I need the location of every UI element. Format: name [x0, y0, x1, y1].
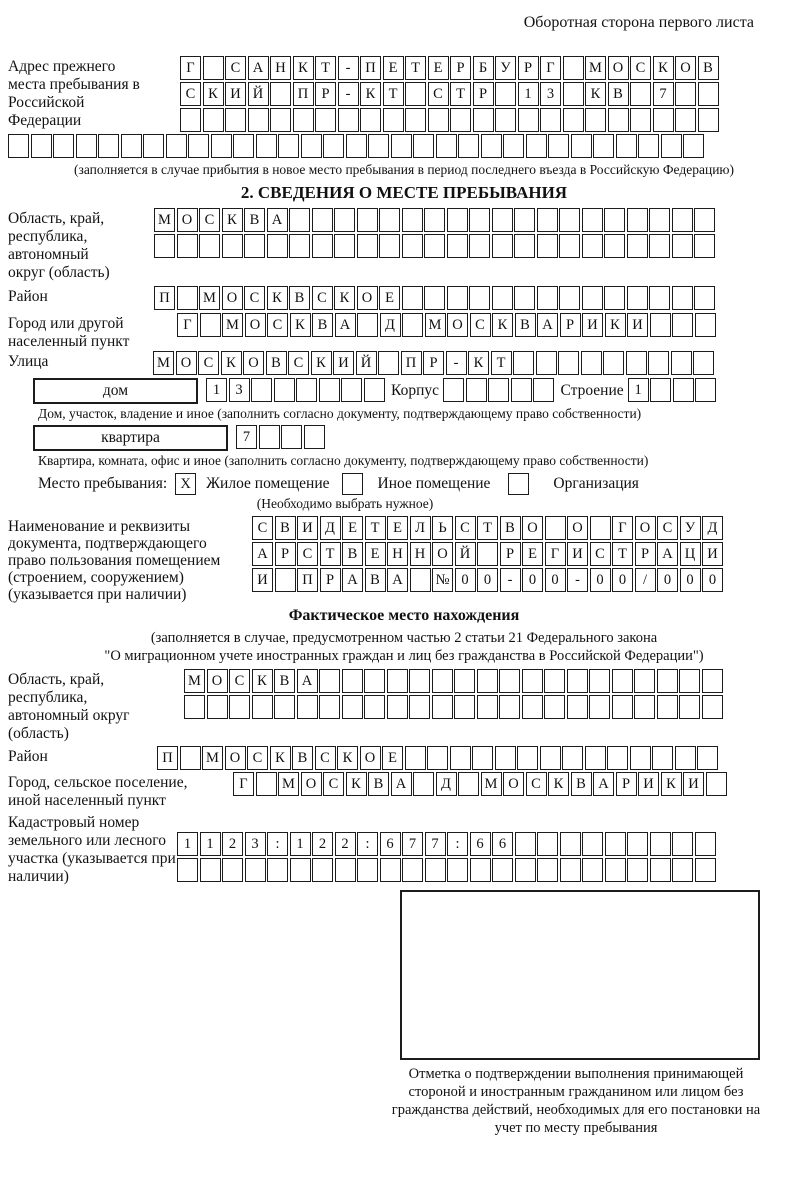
cadastral-row-2[interactable] — [177, 858, 717, 882]
district-label: Район — [8, 288, 48, 305]
house-box-label: дом — [33, 378, 198, 404]
district-block — [8, 286, 800, 310]
stay-type-checkbox-residential[interactable]: X — [175, 473, 196, 495]
cadastral-row-1[interactable]: 1 1 2 3 : 1 2 2 : 6 7 7 : 6 6 — [177, 832, 717, 856]
region-label: Область, край, республика, автономный округ (область) — [8, 210, 110, 281]
stay-type-checkbox-other-premises[interactable] — [342, 473, 363, 495]
actual-location-note-1: (заполняется в случае, предусмотренном частью 2 статьи 21 Федерального закона — [150, 630, 658, 646]
cadastral-block — [8, 812, 800, 886]
region-row-1[interactable]: М О С К В А — [154, 208, 717, 232]
actual-city-label: Город, сельское поселение, иной населенный пункт — [8, 774, 188, 809]
city-block — [8, 313, 800, 351]
confirmation-stamp-caption: Отметка о подтверждении выполнения принимающей стороной и иностранным гражданином или лицом без гражданства действий, необходимых для его постановки на учет по месту пребывания — [391, 1066, 761, 1136]
region-row-2[interactable] — [154, 234, 717, 258]
section2-title: 2. СВЕДЕНИЯ О МЕСТЕ ПРЕБЫВАНИЯ — [240, 183, 568, 202]
actual-district-row[interactable]: П М О С К В С К О Е — [157, 746, 720, 770]
region-block — [8, 208, 800, 282]
district-row[interactable]: П М О С К В С К О Е — [154, 286, 717, 310]
city-label: Город или другой населенный пункт — [8, 315, 130, 350]
prev-address-rows — [180, 56, 720, 132]
prev-address-note: (заполняется в случае прибытия в новое место пребывания в период последнего въезда в Российскую Федерацию) — [73, 162, 735, 177]
confirmation-stamp-box — [400, 890, 760, 1060]
street-label: Улица — [8, 353, 49, 370]
prev-address-label: Адрес прежнего места пребывания в Российской Федерации — [8, 58, 140, 129]
actual-region-rows — [184, 669, 724, 719]
house-number-cells[interactable]: 1 3 — [206, 378, 386, 402]
actual-district-label: Район — [8, 748, 48, 765]
apartment-note: Квартира, комната, офис и иное (заполнить согласно документу, подтверждающему право собственности) — [38, 453, 649, 468]
stay-type-option-residential-label: Жилое помещение — [206, 475, 330, 492]
document-block — [8, 516, 800, 603]
cadastral-rows — [177, 832, 717, 882]
actual-city-row[interactable]: Г М О С К В А Д М О С К В А Р И К И — [233, 772, 728, 796]
actual-region-block — [8, 669, 800, 743]
stroenie-cells[interactable]: 1 — [628, 378, 718, 402]
stay-type-option-organization-label: Организация — [553, 475, 639, 492]
street-block — [8, 351, 800, 375]
korpus-label: Корпус — [391, 382, 439, 399]
page-side-note: Оборотная сторона первого листа — [523, 14, 754, 31]
city-row[interactable]: Г М О С К В А Д М О С К В А Р И К И — [177, 313, 717, 337]
actual-region-row-1[interactable]: М О С К В А — [184, 669, 724, 693]
actual-location-note-2: "О миграционном учете иностранных граждан и лиц без гражданства в Российской Федерации") — [104, 648, 704, 664]
stroenie-label: Строение — [560, 382, 624, 399]
cadastral-label: Кадастровый номер земельного или лесного участка (указывается при наличии) — [8, 814, 176, 885]
apartment-number-cells[interactable]: 7 — [236, 425, 326, 449]
house-row — [33, 378, 800, 404]
stay-type-row — [38, 473, 800, 495]
prev-address-row-4[interactable] — [8, 134, 800, 158]
document-row-3[interactable]: И П Р А В А № 0 0 - 0 0 - 0 0 / 0 0 0 — [252, 568, 725, 592]
prev-address-row-2[interactable]: С К И Й П Р - К Т С Т Р 1 3 К В 7 — [180, 82, 720, 106]
house-note: Дом, участок, владение и иное (заполнить согласно документу, подтверждающему право собственности) — [38, 406, 642, 421]
actual-city-block — [8, 772, 800, 810]
prev-address-row-3[interactable] — [180, 108, 720, 132]
actual-region-label: Область, край, республика, автономный округ (область) — [8, 671, 130, 742]
prev-address-row-1[interactable]: Г С А Н К Т - П Е Т Е Р Б У Р Г М О С К О В — [180, 56, 720, 80]
stay-type-label: Место пребывания: — [38, 475, 168, 492]
apartment-row — [33, 425, 800, 451]
document-label: Наименование и реквизиты документа, подтверждающего право пользования помещением (строением, сооружением) (указывается при наличии) — [8, 518, 221, 603]
prev-address-block — [8, 56, 800, 132]
actual-district-block — [8, 746, 800, 770]
stay-type-option-other-premises-label: Иное помещение — [377, 475, 491, 492]
apartment-box-label: квартира — [33, 425, 228, 451]
document-row-2[interactable]: А Р С Т В Е Н Н О Й Р Е Г И С Т Р А Ц И — [252, 542, 725, 566]
region-rows — [154, 208, 717, 258]
street-row[interactable]: М О С К О В С К И Й П Р - К Т — [153, 351, 716, 375]
stay-type-checkbox-organization[interactable] — [508, 473, 529, 495]
document-row-1[interactable]: С В И Д Е Т Е Л Ь С Т В О О Г О С У Д — [252, 516, 725, 540]
stay-type-note: (Необходимо выбрать нужное) — [256, 496, 434, 511]
actual-region-row-2[interactable] — [184, 695, 724, 719]
korpus-cells[interactable] — [443, 378, 556, 402]
document-rows — [252, 516, 725, 592]
actual-location-title: Фактическое место нахождения — [288, 607, 520, 624]
